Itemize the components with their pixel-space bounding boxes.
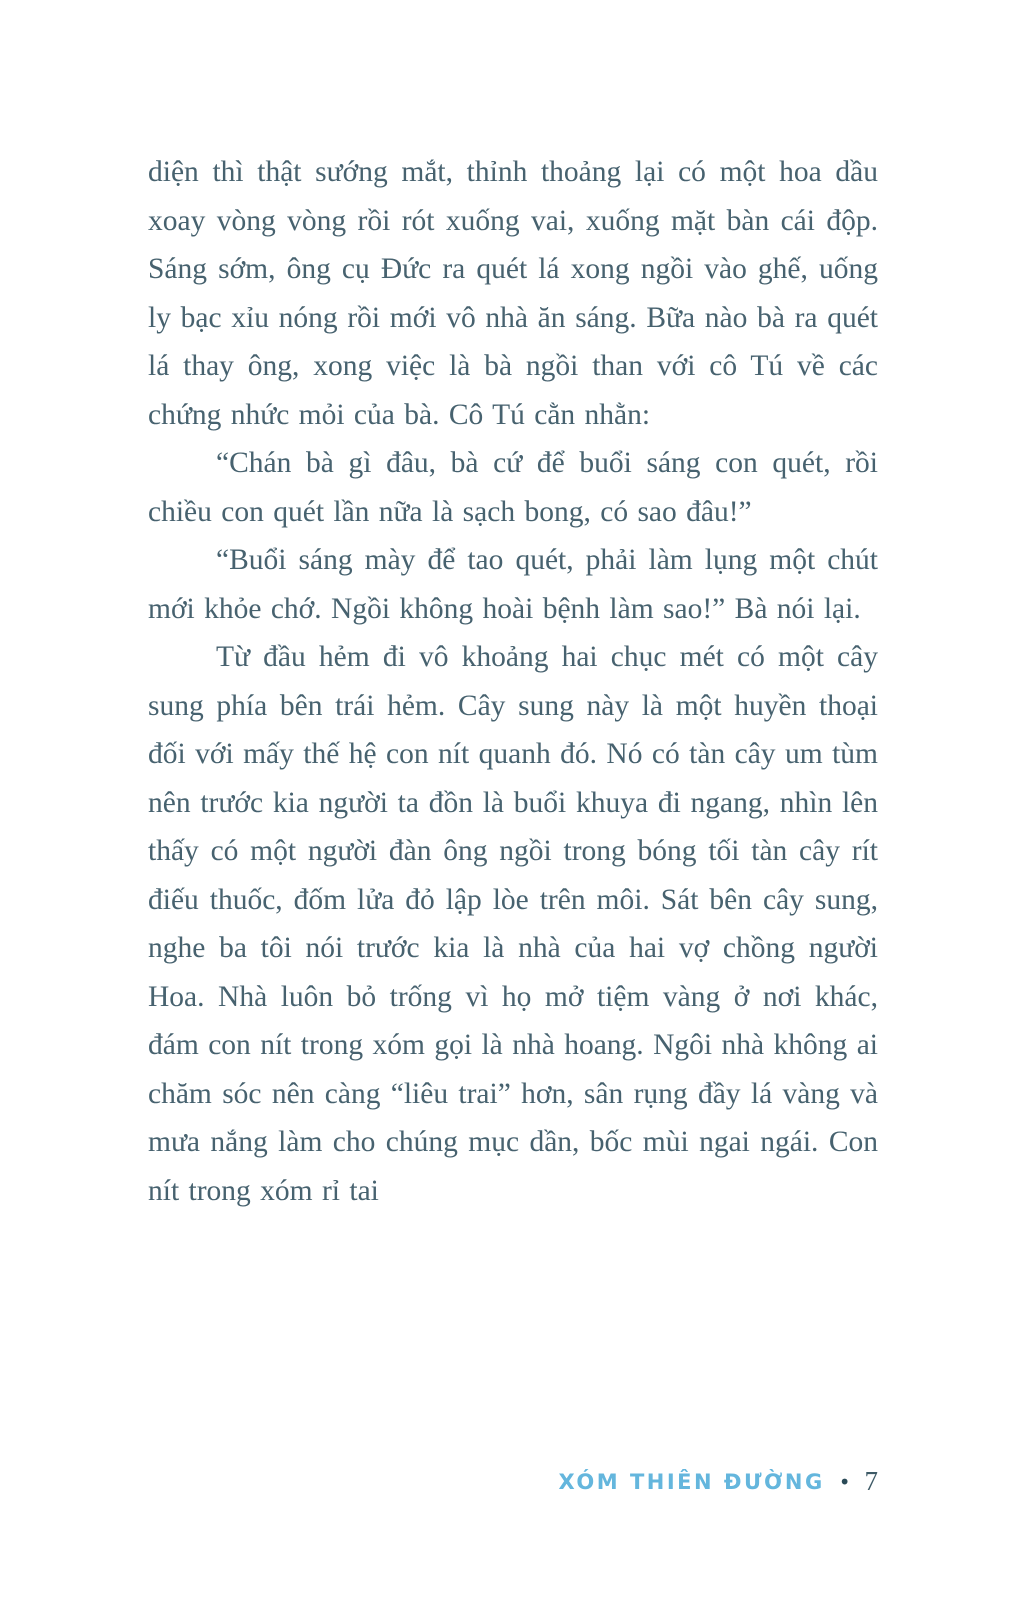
paragraph: diện thì thật sướng mắt, thỉnh thoảng lại có một hoa dầu xoay vòng vòng rồi rót xuống vai, xuống mặt bàn cái độp. Sáng sớm, ông cụ Đức ra quét lá xong ngồi vào ghế, uống ly bạc xỉu nóng rồi mới vô nhà ăn sáng. Bữa nào bà ra quét lá thay ông, xong việc là bà ngồi than với cô Tú về các chứng nhức mỏi của bà. Cô Tú cằn nhằn: (148, 156, 878, 431)
page-number: 7 (864, 1466, 878, 1496)
paragraph-dialogue: “Buổi sáng mày để tao quét, phải làm lụng một chút mới khỏe chớ. Ngồi không hoài bệnh làm sao!” Bà nói lại. (148, 544, 878, 625)
paragraph: Từ đầu hẻm đi vô khoảng hai chục mét có một cây sung phía bên trái hẻm. Cây sung này là một huyền thoại đối với mấy thế hệ con nít quanh đó. Nó có tàn cây um tùm nên trước kia người ta đồn là buổi khuya đi ngang, nhìn lên thấy có một người đàn ông ngồi trong bóng tối tàn cây rít điếu thuốc, đốm lửa đỏ lập lòe trên môi. Sát bên cây sung, nghe ba tôi nói trước kia là nhà của hai vợ chồng người Hoa. Nhà luôn bỏ trống vì họ mở tiệm vàng ở nơi khác, đám con nít trong xóm gọi là nhà hoang. Ngôi nhà không ai chăm sóc nên càng “liêu trai” hơn, sân rụng đầy lá vàng và mưa nắng làm cho chúng mục dần, bốc mùi ngai ngái. Con nít trong xóm rỉ tai (148, 641, 878, 1207)
page-footer (558, 1466, 878, 1497)
page-text-block (148, 148, 878, 1215)
paragraph-dialogue: “Chán bà gì đâu, bà cứ để buổi sáng con quét, rồi chiều con quét lần nữa là sạch bong, có sao đâu!” (148, 447, 878, 528)
book-title: XÓM THIÊN ĐƯỜNG (558, 1469, 825, 1494)
footer-separator-dot: • (838, 1469, 851, 1494)
